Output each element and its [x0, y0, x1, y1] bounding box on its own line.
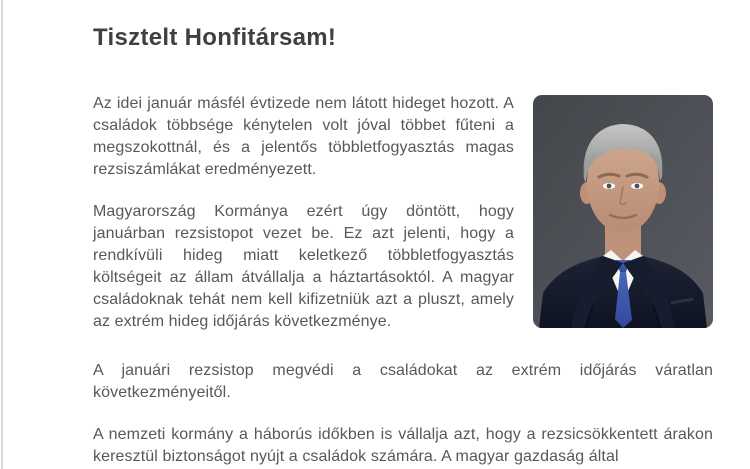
- letter-title: Tisztelt Honfitársam!: [93, 24, 337, 51]
- paragraph-4: A nemzeti kormány a háborús időkben is vállalja azt, hogy a rezsicsökkentett árakon keresztül biztonságot nyújt a családok számára. A magyar gazdaság által: [93, 426, 713, 465]
- paragraph-3: A januári rezsistop megvédi a családokat az extrém időjárás váratlan következményeitől.: [93, 362, 713, 401]
- letter-content: [93, 24, 713, 469]
- portrait-photo: [533, 95, 713, 328]
- paragraph-1: Az idei január másfél évtizede nem látott hideget hozott. A családok többsége kénytelen volt jóval többet fűteni a megszokottnál, és a jelentős többletfogyasztás magas rezsiszámlákat eredményezett.: [93, 95, 514, 178]
- paragraph-2: Magyarország Kormánya ezért úgy döntött, hogy januárban rezsistopot vezet be. Ez azt jelenti, hogy a rendkívüli hideg miatt keletkező többletfogyasztás költségeit az állam átvállalja a háztartásoktól. A magyar családoknak tehát nem kell kifizetniük azt a pluszt, amely az extrém hideg időjárás következménye.: [93, 203, 514, 330]
- left-edge-divider: [1, 0, 3, 469]
- intro-paragraphs: [93, 93, 514, 333]
- intro-section: [93, 93, 713, 333]
- portrait-photo-icon: [533, 95, 713, 328]
